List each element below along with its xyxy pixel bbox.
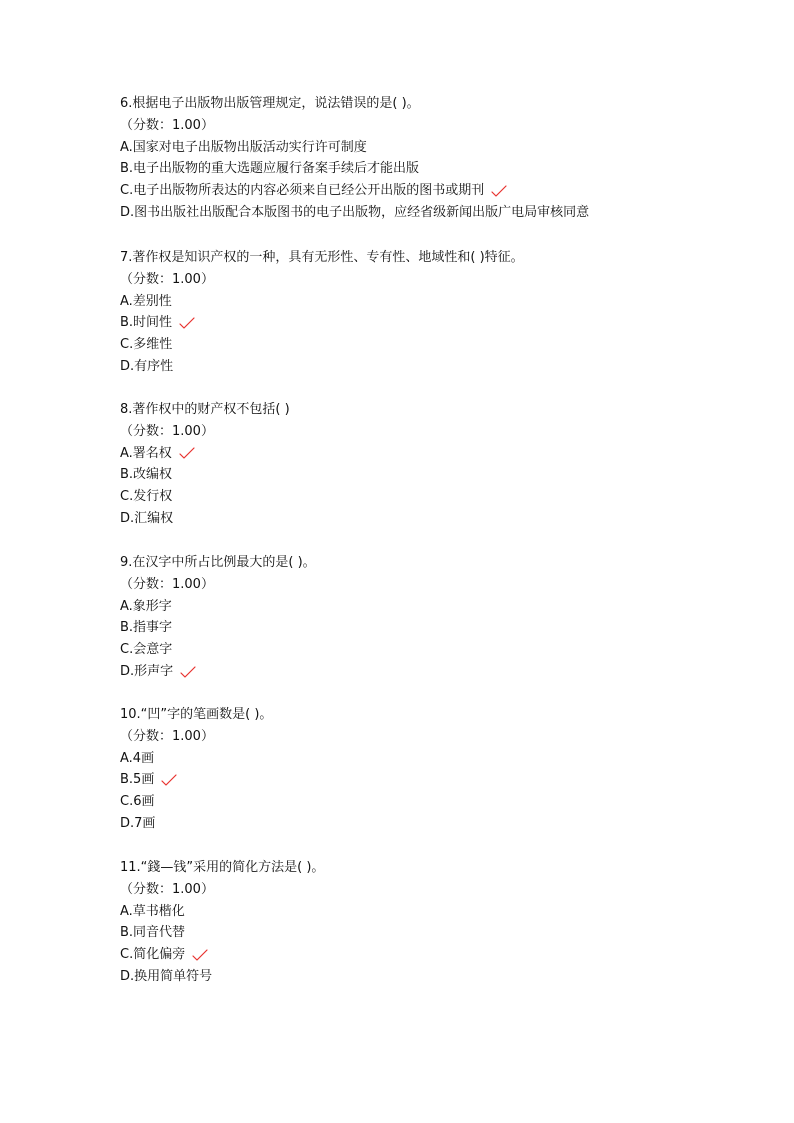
question-score: （分数：1.00） <box>120 576 214 592</box>
option-c: C.6画 <box>120 794 155 810</box>
question-score: （分数：1.00） <box>120 423 214 439</box>
option-c: C.电子出版物所表达的内容必须来自已经公开出版的图书或期刊 <box>120 180 700 202</box>
question-stem: 7.著作权是知识产权的一种，具有无形性、专有性、地域性和( )特征。 <box>120 250 524 265</box>
option-d: D.形声字 <box>120 661 700 683</box>
checkmark-icon <box>191 948 209 962</box>
checkmark-icon <box>178 446 196 460</box>
option-d: D.汇编权 <box>120 510 174 526</box>
option-c: C.多维性 <box>120 337 173 353</box>
option-a: A.象形字 <box>120 598 172 614</box>
option-c: C.简化偏旁 <box>120 944 700 966</box>
checkmark-icon <box>490 184 508 198</box>
checkmark-icon <box>178 316 196 330</box>
option-b: B.同音代替 <box>120 925 186 941</box>
question-score: （分数：1.00） <box>120 728 214 744</box>
option-c: C.会意字 <box>120 642 173 658</box>
question-7 <box>120 247 700 378</box>
checkmark-icon <box>160 773 178 787</box>
option-b: B.时间性 <box>120 312 700 334</box>
question-stem: 10.“凹”字的笔画数是( )。 <box>120 707 273 722</box>
option-d: D.图书出版社出版配合本版图书的电子出版物，应经省级新闻出版广电局审核同意 <box>120 204 590 220</box>
option-b: B.改编权 <box>120 467 173 483</box>
question-stem: 6.根据电子出版物出版管理规定，说法错误的是( )。 <box>120 96 420 111</box>
option-b: B.指事字 <box>120 620 173 636</box>
option-d: D.有序性 <box>120 358 174 374</box>
question-8 <box>120 399 700 530</box>
question-score: （分数：1.00） <box>120 881 214 897</box>
checkmark-icon <box>179 665 197 679</box>
option-a: A.4画 <box>120 750 155 766</box>
question-score: （分数：1.00） <box>120 117 214 133</box>
question-score: （分数：1.00） <box>120 271 214 287</box>
option-d: D.7画 <box>120 815 156 831</box>
option-b: B.电子出版物的重大选题应履行备案手续后才能出版 <box>120 161 420 177</box>
question-11 <box>120 857 700 988</box>
question-10 <box>120 704 700 835</box>
question-stem: 9.在汉字中所占比例最大的是( )。 <box>120 555 316 570</box>
question-9 <box>120 552 700 683</box>
question-stem: 8.著作权中的财产权不包括( ) <box>120 402 290 417</box>
option-a: A.国家对电子出版物出版活动实行许可制度 <box>120 139 367 155</box>
option-a: A.署名权 <box>120 443 700 465</box>
question-6 <box>120 93 700 224</box>
option-c: C.发行权 <box>120 489 173 505</box>
option-b: B.5画 <box>120 769 700 791</box>
option-d: D.换用简单符号 <box>120 968 213 984</box>
question-stem: 11.“錢—钱”采用的简化方法是( )。 <box>120 860 325 875</box>
option-a: A.草书楷化 <box>120 903 185 919</box>
option-a: A.差别性 <box>120 293 172 309</box>
